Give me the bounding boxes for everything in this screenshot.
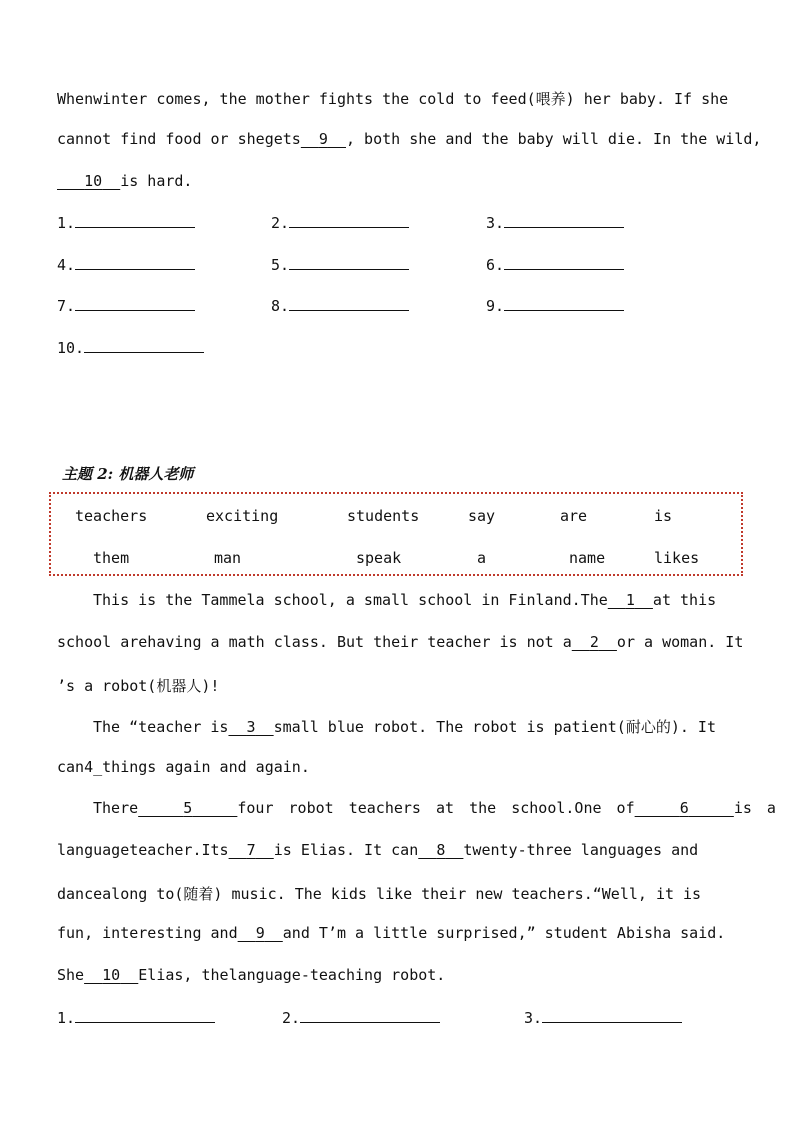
topic2-p3-line4: fun, interesting and 9 and T’m a little surprised,” student Abisha said. xyxy=(57,924,726,942)
word-bank-item: teachers xyxy=(75,507,148,525)
passage1-line1: Whenwinter comes, the mother fights the cold to feed(喂养) her baby. If she xyxy=(57,90,729,108)
answer-7[interactable]: 7. xyxy=(57,296,195,315)
answer-2[interactable]: 2. xyxy=(271,213,409,232)
topic2-p1-line3: ’s a robot(机器人)! xyxy=(57,677,220,695)
word-bank-item: is xyxy=(654,507,673,525)
blank-3: 3 xyxy=(246,718,256,736)
blank-9b: 9 xyxy=(255,924,265,942)
topic2-p1-line1: This is the Tammela school, a small school in Finland.The 1 at this xyxy=(93,591,717,609)
word-bank-item: say xyxy=(468,507,496,525)
blank-2: 2 xyxy=(589,633,599,651)
blank-10: 10 xyxy=(84,172,103,190)
topic2-answer-2[interactable]: 2. xyxy=(282,1008,440,1027)
topic2-p3-line5: She 10 Elias, thelanguage-teaching robot. xyxy=(57,966,446,984)
word-bank-item: a xyxy=(477,549,487,567)
word-bank-item: name xyxy=(569,549,606,567)
blank-6: 6 xyxy=(679,799,689,817)
topic2-p2-line1: The “teacher is 3 small blue robot. The robot is patient(耐心的). It xyxy=(93,718,716,736)
answer-3[interactable]: 3. xyxy=(486,213,624,232)
topic2-p3-line2: languageteacher.Its 7 is Elias. It can 8 twenty-three languages and xyxy=(57,841,699,859)
word-bank-box xyxy=(49,492,743,576)
word-bank-item: likes xyxy=(654,549,700,567)
answer-9[interactable]: 9. xyxy=(486,296,624,315)
topic2-p2-line2: can4_things again and again. xyxy=(57,758,310,776)
word-bank-item: are xyxy=(560,507,588,525)
blank-9: 9 xyxy=(318,130,328,148)
passage1-line2: cannot find food or shegets 9 , both she and the baby will die. In the wild, xyxy=(57,130,762,148)
answer-8[interactable]: 8. xyxy=(271,296,409,315)
answer-4[interactable]: 4. xyxy=(57,255,195,274)
blank-10b: 10 xyxy=(102,966,121,984)
blank-8: 8 xyxy=(436,841,446,859)
word-bank-item: them xyxy=(93,549,130,567)
word-bank-item: speak xyxy=(356,549,402,567)
topic2-p3-line1: There 5 four robot teachers at the school.One of 6 is a xyxy=(93,799,776,817)
answer-5[interactable]: 5. xyxy=(271,255,409,274)
topic2-answer-1[interactable]: 1. xyxy=(57,1008,215,1027)
answer-1[interactable]: 1. xyxy=(57,213,195,232)
word-bank-item: man xyxy=(214,549,242,567)
topic2-answer-3[interactable]: 3. xyxy=(524,1008,682,1027)
blank-7: 7 xyxy=(246,841,256,859)
answer-6[interactable]: 6. xyxy=(486,255,624,274)
passage1-line3: 10 is hard. xyxy=(57,172,192,190)
blank-1: 1 xyxy=(625,591,635,609)
blank-5: 5 xyxy=(183,799,193,817)
topic2-p1-line2: school arehaving a math class. But their teacher is not a 2 or a woman. It xyxy=(57,633,744,651)
word-bank-item: exciting xyxy=(206,507,279,525)
answer-10[interactable]: 10. xyxy=(57,338,204,357)
word-bank-item: students xyxy=(347,507,420,525)
topic2-p3-line3: dancealong to(随着) music. The kids like their new teachers.“Well, it is xyxy=(57,885,702,903)
topic2-heading: 主题 2: 机器人老师 xyxy=(62,465,194,483)
